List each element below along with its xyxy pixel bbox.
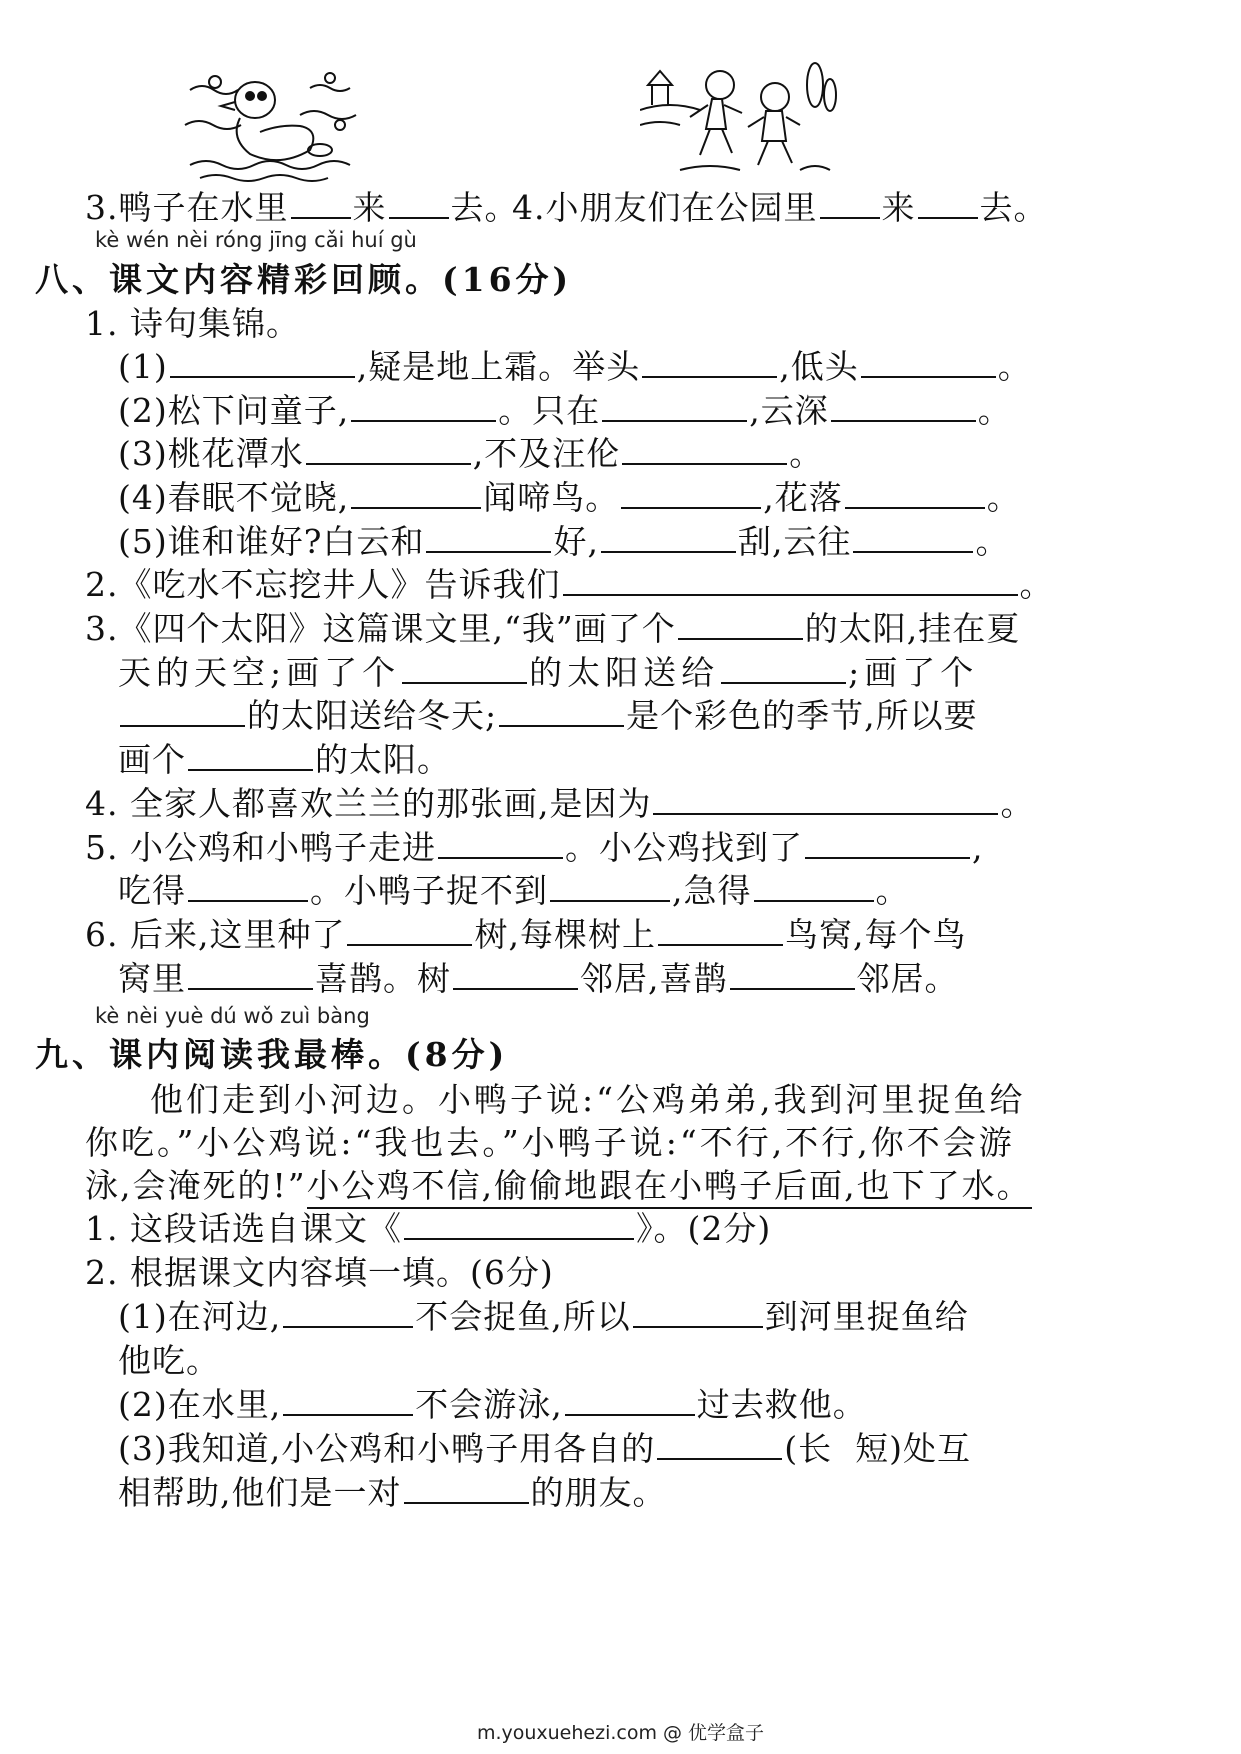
- answer-blank[interactable]: [621, 477, 761, 509]
- answer-blank[interactable]: [351, 390, 496, 422]
- question-3-line-2: [118, 651, 978, 695]
- question-5-line-2: [118, 869, 910, 913]
- answer-blank[interactable]: [283, 1296, 413, 1328]
- answer-blank[interactable]: [565, 1384, 695, 1416]
- question-text: 1. 这段话选自课文《: [85, 1209, 402, 1248]
- question-text: 窝里: [118, 959, 186, 998]
- section-8-title: 八、课文内容精彩回顾。(16分): [35, 260, 573, 299]
- question-text: ,急得: [672, 871, 752, 910]
- question-text: 过去救他。: [696, 1385, 867, 1424]
- underlined-sentence: 小公鸡不信,偷偷地跟在小鸭子后面,也下了水。: [307, 1166, 1032, 1209]
- answer-blank[interactable]: [918, 187, 978, 219]
- reading-question-2-label: 2. 根据课文内容填一填。(6分): [85, 1253, 554, 1292]
- question-text: 天的天空;画了个: [118, 653, 401, 692]
- question-text: 不会游泳,: [415, 1385, 563, 1424]
- question-text: 3.《四个太阳》这篇课文里,“我”画了个: [85, 609, 676, 648]
- passage-line-1: 他们走到小河边。小鸭子说:“公鸡弟弟,我到河里捉鱼给: [150, 1080, 1026, 1119]
- item-text: 小朋友们在公园里: [545, 188, 818, 227]
- poem-text: 松下问童子,: [167, 391, 350, 430]
- item-text: 去。: [450, 188, 519, 227]
- answer-blank[interactable]: [283, 1384, 413, 1416]
- item-number: 4.: [512, 188, 546, 227]
- poem-line-3: [118, 432, 823, 476]
- answer-blank[interactable]: [831, 390, 976, 422]
- reading-sub-2: [118, 1383, 867, 1427]
- poem-line-2: [118, 389, 1012, 433]
- question-text: 到河里捉鱼给: [764, 1297, 969, 1336]
- question-text: 。: [875, 871, 910, 910]
- reading-sub-1-line-1: [118, 1295, 969, 1339]
- reading-sub-3-line-2: [118, 1471, 667, 1515]
- item-text: 来: [881, 188, 916, 227]
- question-text: (3)我知道,小公鸡和小鸭子用各自的: [118, 1429, 656, 1468]
- poem-line-5: [118, 520, 1009, 564]
- question-text: 是个彩色的季节,所以要: [626, 696, 978, 735]
- q1-label: 1. 诗句集锦。: [85, 304, 300, 343]
- question-6-line-2: [118, 957, 959, 1001]
- answer-blank[interactable]: [754, 870, 874, 902]
- question-text: 喜鹊。树: [315, 959, 451, 998]
- answer-blank[interactable]: [404, 1208, 634, 1240]
- question-3-line-3: [118, 694, 978, 738]
- question-text: 。: [1000, 784, 1035, 823]
- answer-blank[interactable]: [642, 346, 777, 378]
- answer-blank[interactable]: [188, 870, 308, 902]
- question-text: 的太阳,挂在夏: [804, 609, 1021, 648]
- question-6-line-1: [85, 913, 966, 957]
- question-text: 树,每棵树上: [474, 915, 656, 954]
- answer-blank[interactable]: [404, 1472, 529, 1504]
- question-text: 。: [1019, 565, 1054, 604]
- question-text: 相帮助,他们是一对: [118, 1473, 402, 1512]
- answer-blank[interactable]: [389, 187, 449, 219]
- poem-text: ,不及汪伦: [472, 434, 621, 473]
- answer-blank[interactable]: [820, 187, 880, 219]
- passage-line-3: [85, 1164, 1032, 1208]
- question-text: 2.《吃水不忘挖井人》告诉我们: [85, 565, 561, 604]
- answer-blank[interactable]: [438, 827, 563, 859]
- question-text: 。小鸭子捉不到: [310, 871, 548, 910]
- section-8-pinyin: kè wén nèi róng jīng cǎi huí gù: [95, 228, 417, 252]
- answer-blank[interactable]: [805, 827, 970, 859]
- question-text: 的太阳送给冬天;: [247, 696, 498, 735]
- passage-line-2: 你吃。”小公鸡说:“我也去。”小鸭子说:“不行,不行,你不会游: [85, 1123, 1015, 1162]
- poem-text: ,疑是地上霜。举头: [356, 347, 641, 386]
- poem-text: ,云深: [749, 391, 829, 430]
- question-text: (1)在河边,: [118, 1297, 282, 1336]
- question-3-line-1: [85, 607, 1020, 651]
- sub-number: (1): [118, 347, 168, 386]
- answer-blank[interactable]: [170, 346, 355, 378]
- answer-blank[interactable]: [730, 958, 855, 990]
- question-text: 鸟窝,每个鸟: [784, 915, 967, 954]
- poem-text: 春眠不觉晓,: [167, 478, 350, 517]
- item-number: 3.: [85, 188, 119, 227]
- poem-text: 桃花潭水: [167, 434, 304, 473]
- answer-blank[interactable]: [347, 914, 472, 946]
- poem-text: 。: [975, 522, 1010, 561]
- answer-blank[interactable]: [653, 783, 998, 815]
- sub-number: (3): [118, 434, 168, 473]
- poem-text: ,花落: [763, 478, 843, 517]
- poem-line-4: [118, 476, 1021, 520]
- answer-blank[interactable]: [678, 608, 803, 640]
- question-2: [85, 563, 1054, 607]
- answer-blank[interactable]: [426, 521, 551, 553]
- question-text: 》。(2分): [635, 1209, 772, 1248]
- footer-watermark: m.youxuehezi.com @ 优学盒子: [476, 1722, 765, 1744]
- answer-blank[interactable]: [845, 477, 985, 509]
- poem-text: 。: [986, 478, 1021, 517]
- question-5-line-1: [85, 826, 983, 870]
- passage-text: 泳,会淹死的!”: [85, 1166, 307, 1205]
- question-text: 吃得: [118, 871, 186, 910]
- answer-blank[interactable]: [601, 521, 736, 553]
- poem-text: 好,: [553, 522, 599, 561]
- question-text: (长 短)处互: [784, 1429, 971, 1468]
- answer-blank[interactable]: [306, 433, 471, 465]
- question-text: 6. 后来,这里种了: [85, 915, 346, 954]
- answer-blank[interactable]: [120, 695, 245, 727]
- answer-blank[interactable]: [861, 346, 996, 378]
- answer-blank[interactable]: [291, 187, 351, 219]
- question-text: 的太阳送给: [529, 653, 720, 692]
- answer-blank[interactable]: [550, 870, 670, 902]
- answer-blank[interactable]: [602, 390, 747, 422]
- question-text: 。小公鸡找到了: [564, 828, 803, 867]
- item-text: 鸭子在水里: [118, 188, 289, 227]
- question-text: 邻居。: [856, 959, 959, 998]
- section-9-pinyin: kè nèi yuè dú wǒ zuì bàng: [95, 1004, 370, 1028]
- answer-blank[interactable]: [453, 958, 578, 990]
- question-text: 的朋友。: [530, 1473, 667, 1512]
- question-text: ,: [971, 828, 984, 867]
- answer-blank[interactable]: [622, 433, 787, 465]
- answer-blank[interactable]: [402, 652, 527, 684]
- poem-line-1: [118, 345, 1032, 389]
- question-text: (2)在水里,: [118, 1385, 282, 1424]
- section-9-title: 九、课内阅读我最棒。(8分): [35, 1035, 509, 1074]
- duck-illustration: [180, 70, 370, 185]
- reading-sub-3-line-1: [118, 1427, 971, 1471]
- answer-blank[interactable]: [721, 652, 846, 684]
- poem-text: 。: [977, 391, 1012, 430]
- sub-number: (5): [118, 522, 168, 561]
- answer-blank[interactable]: [499, 695, 624, 727]
- question-text: 5. 小公鸡和小鸭子走进: [85, 828, 436, 867]
- item-text: 去。: [979, 188, 1048, 227]
- poem-text: 。: [789, 434, 824, 473]
- poem-text: 。只在: [498, 391, 601, 430]
- answer-blank[interactable]: [633, 1296, 763, 1328]
- poem-text: 刮,云往: [737, 522, 852, 561]
- question-3-line-4: [118, 738, 451, 782]
- sub-number: (4): [118, 478, 168, 517]
- answer-blank[interactable]: [658, 914, 783, 946]
- question-4: [85, 782, 1034, 826]
- question-text: 的太阳。: [315, 740, 451, 779]
- answer-blank[interactable]: [351, 477, 481, 509]
- question-text: 邻居,喜鹊: [580, 959, 728, 998]
- poem-text: 闻啼鸟。: [483, 478, 620, 517]
- answer-blank[interactable]: [657, 1428, 782, 1460]
- answer-blank[interactable]: [188, 739, 313, 771]
- reading-sub-1-line-2: 他吃。: [118, 1341, 220, 1380]
- reading-question-1: [85, 1207, 771, 1251]
- answer-blank[interactable]: [853, 521, 973, 553]
- answer-blank[interactable]: [188, 958, 313, 990]
- children-park-illustration: [640, 55, 840, 180]
- question-text: 不会捉鱼,所以: [415, 1297, 631, 1336]
- poem-text: 谁和谁好?白云和: [167, 522, 425, 561]
- item-3-duck: [85, 186, 519, 230]
- question-text: 画个: [118, 740, 186, 779]
- sub-number: (2): [118, 391, 168, 430]
- item-4-children: [512, 186, 1048, 230]
- item-text: 来: [352, 188, 387, 227]
- question-text: ;画了个: [848, 653, 979, 692]
- poem-text: ,低头: [779, 347, 859, 386]
- poem-text: 。: [997, 347, 1032, 386]
- answer-blank[interactable]: [563, 564, 1018, 596]
- question-text: 4. 全家人都喜欢兰兰的那张画,是因为: [85, 784, 652, 823]
